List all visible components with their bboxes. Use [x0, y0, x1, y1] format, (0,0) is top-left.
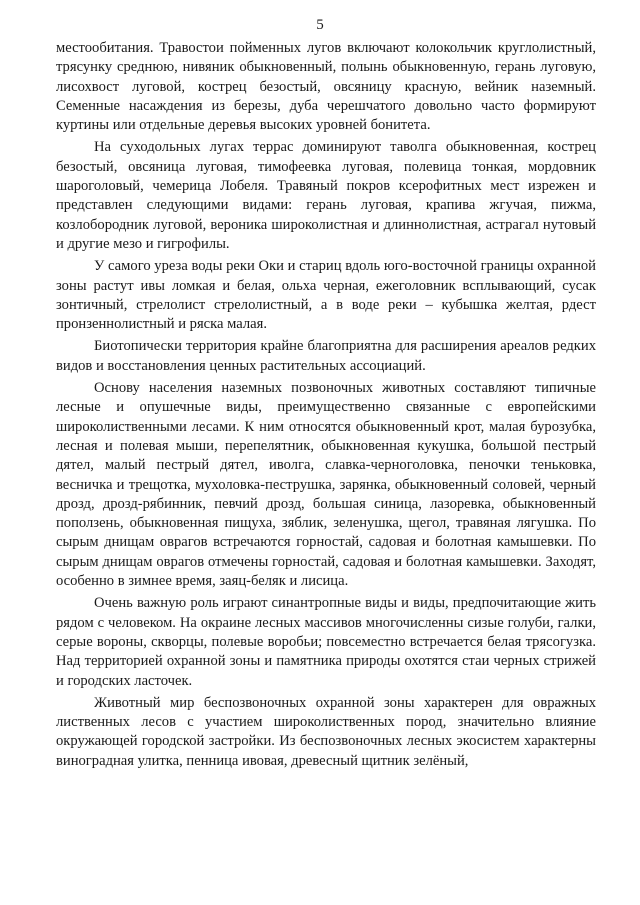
- paragraph-synanthropic-species: Очень важную роль играют синантропные виды и виды, предпочитающие жить рядом с человеком. На окраине лесных массивов многочисленны сизые голуби, галки, серые вороны, скворцы, полевые воробьи; повсеместно встречается белая трясогузка. Над территорией охранной зоны и памятника природы охотятся стаи черных стрижей и городских ласточек.: [56, 595, 596, 689]
- paragraph-biotope: Биотопически территория крайне благоприятна для расширения ареалов редких видов и восстановления ценных растительных ассоциаций.: [56, 338, 596, 374]
- paragraph-vertebrates: Основу населения наземных позвоночных животных составляют типичные лесные и опушечные виды, преимущественно связанные с европейскими широколиственными лесами. К ним относятся обыкновенный крот, малая бурозубка, лесная и полевая мыши, перепелятник, обыкновенная кукушка, большой пестрый дятел, малый пестрый дятел, иволга, славка-черноголовка, пеночки теньковка, весничка и трещотка, мухоловка-пеструшка, зарянка, обыкновенный соловей, черный дрозд, дрозд-рябинник, певчий дрозд, большая синица, лазоревка, обыкновенный поползень, обыкновенная пищуха, зяблик, зеленушка, щегол, травяная лягушка. По сырым днищам оврагов встречаются горностай, садовая и болотная камышевки. По сырым днищам оврагов отмечены горностай, садовая и болотная камышевки. Заходят, особенно в зимнее время, заяц-беляк и лисица.: [56, 380, 596, 590]
- paragraph-continued: местообитания. Травостои пойменных лугов включают колокольчик круглолистный, трясунку среднюю, нивяник обыкновенный, полынь обыкновенную, герань луговую, лисохвост луговой, кострец безостый, овсяницу красную, вейник наземный. Семенные насаждения из березы, дуба черешчатого довольно часто формируют куртины или отдельные деревья высоких уровней бонитета.: [56, 40, 596, 134]
- paragraph-oka-river-shore: У самого уреза воды реки Оки и стариц вдоль юго-восточной границы охранной зоны растут ивы ломкая и белая, ольха черная, ежеголовник всплывающий, сусак зонтичный, стрелолист стрелолистный, а в воде реки – кубышка желтая, рдест пронзеннолистный и ряска малая.: [56, 258, 596, 333]
- paragraph-dry-meadows: На суходольных лугах террас доминируют таволга обыкновенная, кострец безостый, овсяница луговая, тимофеевка луговая, полевица тонкая, мордовник шароголовый, чемерица Лобеля. Травяный покров ксерофитных мест изрежен и представлен следующими видами: герань луговая, крапива жгучая, пижма, козлобородник луговой, вероника широколистная и длиннолистная, астрагал нутовый и другие мезо и гигрофилы.: [56, 139, 596, 252]
- page-number: 5: [316, 17, 324, 33]
- paragraph-invertebrates: Животный мир беспозвоночных охранной зоны характерен для овражных лиственных лесов с участием широколиственных пород, значительно влияние окружающей городской застройки. Из беспозвоночных лесных экосистем характерны виноградная улитка, пенница ивовая, древесный щитник зелёный,: [56, 694, 596, 769]
- document-body: [56, 39, 596, 771]
